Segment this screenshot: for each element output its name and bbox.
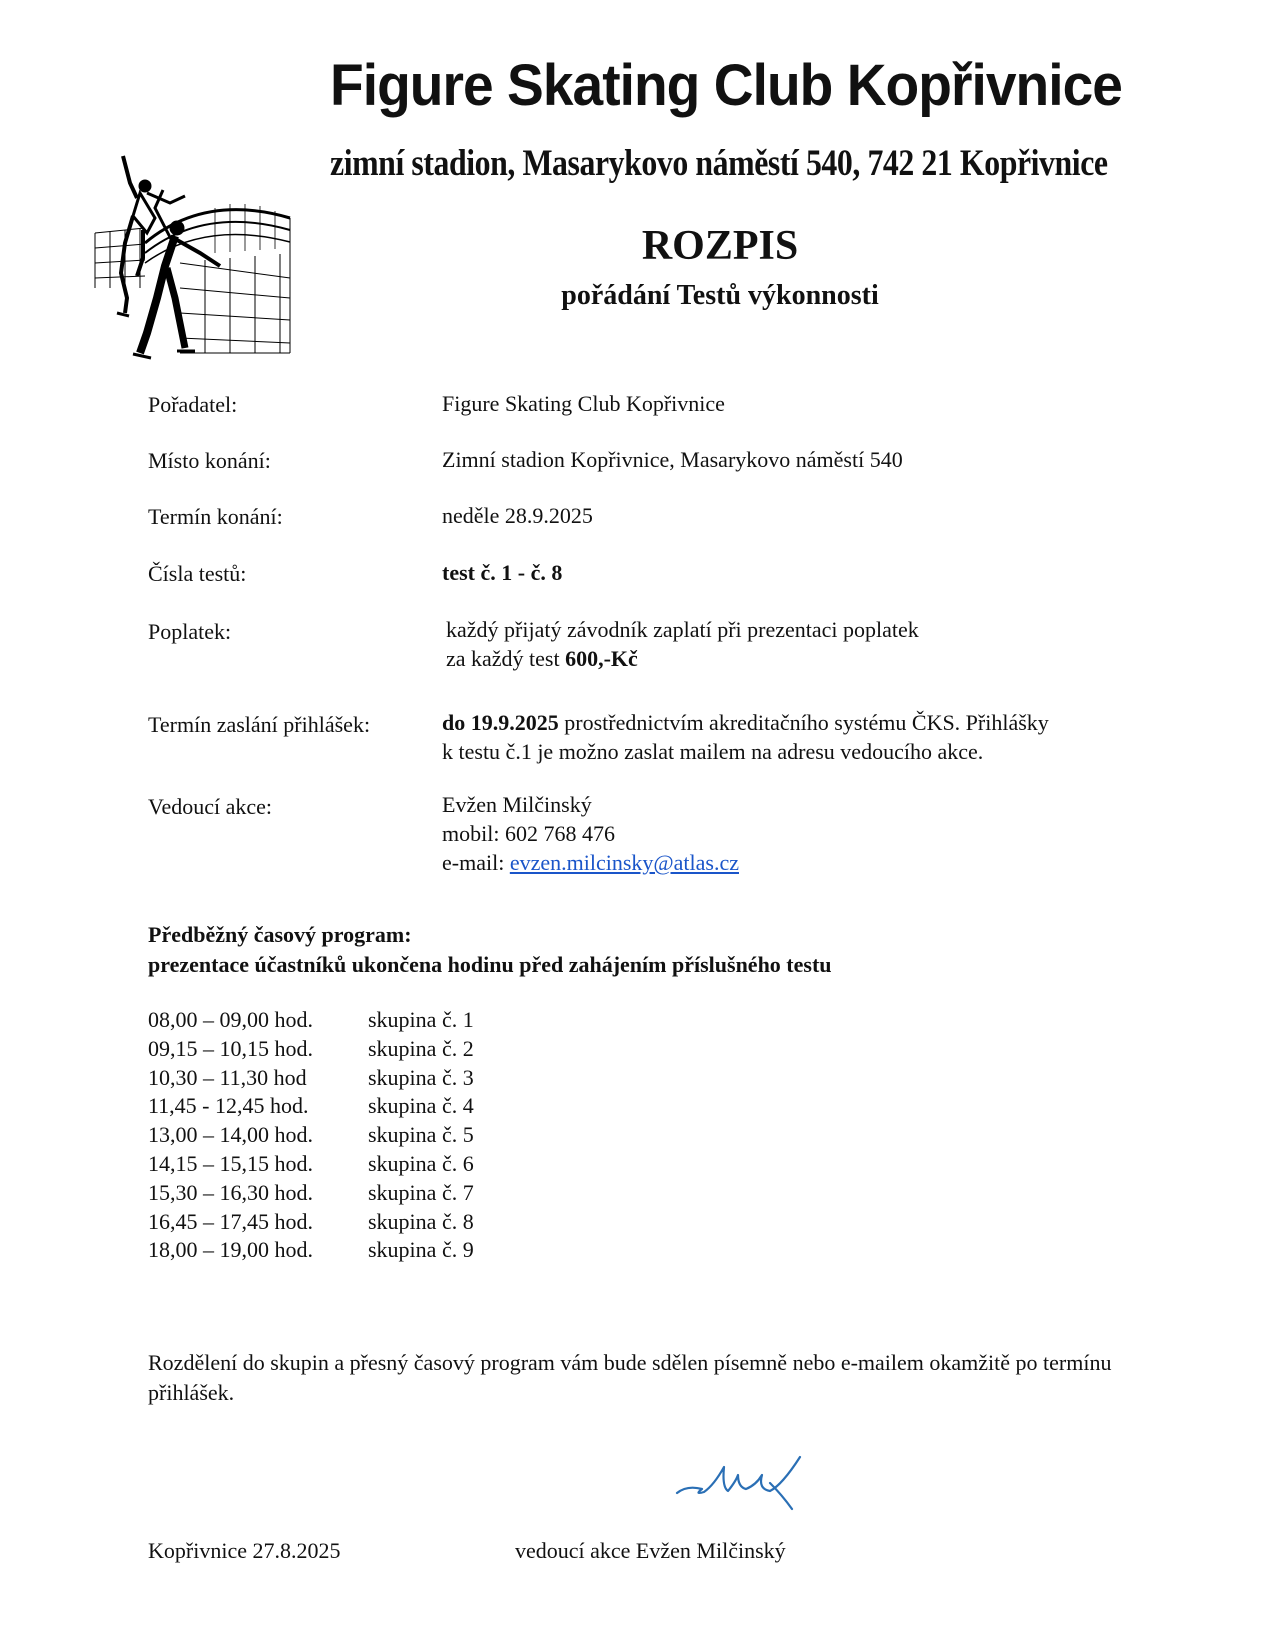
- schedule-group: skupina č. 3: [368, 1064, 474, 1090]
- fee-line-2-prefix: za každý test: [446, 646, 566, 671]
- organizer-label: Pořadatel:: [148, 392, 238, 417]
- fee-line-1: každý přijatý závodník zaplatí při prezentaci poplatek: [446, 617, 919, 642]
- schedule-time: 16,45 – 17,45 hod.: [148, 1208, 313, 1234]
- fee-label: Poplatek:: [148, 619, 232, 644]
- venue-label: Místo konání:: [148, 448, 271, 473]
- deadline-date: do 19.9.2025: [442, 710, 559, 735]
- fee-line-2: [446, 644, 919, 673]
- program-heading: [148, 920, 832, 980]
- place-and-date: Kopřivnice 27.8.2025: [148, 1538, 341, 1563]
- leader-mobile: mobil: 602 768 476: [442, 821, 615, 846]
- tests-value: test č. 1 - č. 8: [442, 560, 563, 585]
- schedule-group: skupina č. 4: [368, 1093, 474, 1119]
- schedule-group: skupina č. 7: [368, 1179, 474, 1205]
- schedule-time: 14,15 – 15,15 hod.: [148, 1150, 313, 1176]
- closing-note: Rozdělení do skupin a přesný časový program vám bude sdělen písemně nebo e-mailem okamžitě po termínu přihlášek.: [148, 1350, 1112, 1405]
- schedule-group: skupina č. 5: [368, 1122, 474, 1148]
- schedule-time: 09,15 – 10,15 hod.: [148, 1035, 313, 1061]
- date-value: neděle 28.9.2025: [442, 503, 593, 528]
- tests-label: Čísla testů:: [148, 561, 247, 586]
- schedule-row: [148, 1006, 474, 1035]
- club-address: zimní stadion, Masarykovo náměstí 540, 742 21 Kopřivnice: [330, 143, 1108, 184]
- schedule-group: skupina č. 2: [368, 1035, 474, 1061]
- schedule-row: [148, 1208, 474, 1237]
- deadline-line-1: [442, 708, 1049, 737]
- organizer-value: Figure Skating Club Kopřivnice: [442, 391, 725, 416]
- deadline-value: [442, 708, 1049, 766]
- schedule-group: skupina č. 8: [368, 1208, 474, 1234]
- schedule-row: [148, 1179, 474, 1208]
- schedule-list: [148, 1006, 474, 1265]
- schedule-row: [148, 1236, 474, 1265]
- fee-value: [446, 615, 919, 673]
- deadline-line-1-rest: prostřednictvím akreditačního systému ČKS. Přihlášky: [558, 710, 1049, 735]
- document-title: ROZPIS: [641, 223, 799, 269]
- program-heading-title: Předběžný časový program:: [148, 922, 412, 947]
- schedule-time: 18,00 – 19,00 hod.: [148, 1237, 313, 1263]
- venue-value: Zimní stadion Kopřivnice, Masarykovo náměstí 540: [442, 447, 903, 472]
- schedule-time: 13,00 – 14,00 hod.: [148, 1122, 313, 1148]
- date-label: Termín konání:: [148, 504, 283, 529]
- schedule-group: skupina č. 9: [368, 1237, 474, 1263]
- schedule-row: [148, 1092, 474, 1121]
- leader-label: Vedoucí akce:: [148, 794, 272, 819]
- figure-skaters-logo-icon: [85, 148, 300, 368]
- schedule-group: skupina č. 6: [368, 1150, 474, 1176]
- document-subtitle: pořádání Testů výkonnosti: [561, 280, 879, 311]
- leader-email-line: [442, 848, 739, 877]
- schedule-row: [148, 1121, 474, 1150]
- schedule-row: [148, 1150, 474, 1179]
- schedule-time: 08,00 – 09,00 hod.: [148, 1007, 313, 1032]
- handwritten-signature-icon: [672, 1445, 822, 1515]
- leader-value: [442, 790, 739, 877]
- schedule-row: [148, 1064, 474, 1093]
- schedule-time: 15,30 – 16,30 hod.: [148, 1179, 313, 1205]
- signer-name: vedoucí akce Evžen Milčinský: [515, 1538, 786, 1563]
- fee-amount: 600,-Kč: [565, 646, 638, 671]
- leader-email-link[interactable]: evzen.milcinsky@atlas.cz: [509, 850, 739, 875]
- program-heading-note: prezentace účastníků ukončena hodinu před zahájením příslušného testu: [148, 952, 832, 977]
- leader-email-prefix: e-mail:: [442, 850, 510, 875]
- leader-name: Evžen Milčinský: [442, 792, 592, 817]
- schedule-time: 11,45 - 12,45 hod.: [148, 1093, 309, 1119]
- deadline-label: Termín zaslání přihlášek:: [148, 712, 371, 737]
- schedule-time: 10,30 – 11,30 hod: [148, 1064, 307, 1090]
- schedule-group: skupina č. 1: [368, 1007, 474, 1032]
- club-name: Figure Skating Club Kopřivnice: [330, 53, 1122, 118]
- deadline-line-2: k testu č.1 je možno zaslat mailem na adresu vedoucího akce.: [442, 739, 984, 764]
- schedule-row: [148, 1035, 474, 1064]
